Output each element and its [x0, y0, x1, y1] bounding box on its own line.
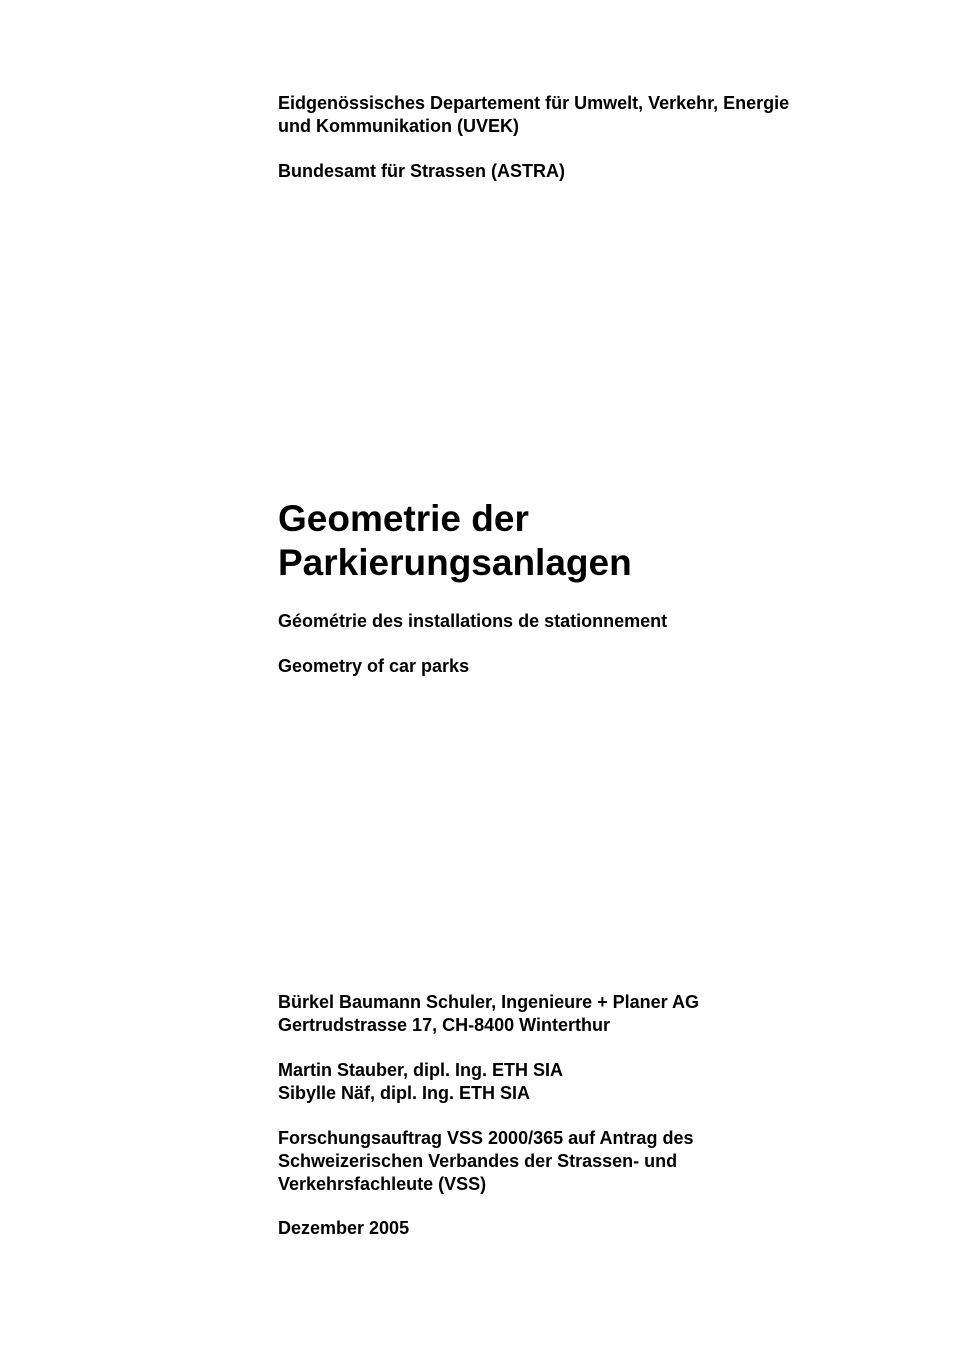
research-line-3: Verkehrsfachleute (VSS) — [278, 1174, 487, 1194]
date-block — [278, 1217, 878, 1240]
research-block — [278, 1127, 878, 1196]
title-line-1: Geometrie der — [278, 498, 529, 539]
company-name: Bürkel Baumann Schuler, Ingenieure + Planer AG — [278, 992, 699, 1012]
subtitle-english — [278, 655, 878, 678]
office-heading — [278, 160, 878, 183]
company-address: Gertrudstrasse 17, CH-8400 Winterthur — [278, 1015, 610, 1035]
document-title — [278, 497, 918, 585]
subtitle-french — [278, 610, 878, 633]
research-line-2: Schweizerischen Verbandes der Strassen- und — [278, 1151, 678, 1171]
authors-block — [278, 1059, 878, 1105]
office-name: Bundesamt für Strassen (ASTRA) — [278, 161, 566, 181]
subtitle-english-text: Geometry of car parks — [278, 656, 470, 676]
department-line-1: Eidgenössisches Departement für Umwelt, Verkehr, Energie — [278, 93, 790, 113]
author-1: Martin Stauber, dipl. Ing. ETH SIA — [278, 1060, 564, 1080]
company-block — [278, 991, 878, 1037]
subtitle-french-text: Géométrie des installations de stationnement — [278, 611, 668, 631]
department-heading — [278, 92, 878, 138]
publication-date: Dezember 2005 — [278, 1218, 410, 1238]
author-2: Sibylle Näf, dipl. Ing. ETH SIA — [278, 1083, 531, 1103]
department-line-2: und Kommunikation (UVEK) — [278, 116, 519, 136]
research-line-1: Forschungsauftrag VSS 2000/365 auf Antrag des — [278, 1128, 694, 1148]
title-line-2: Parkierungsanlagen — [278, 542, 632, 583]
